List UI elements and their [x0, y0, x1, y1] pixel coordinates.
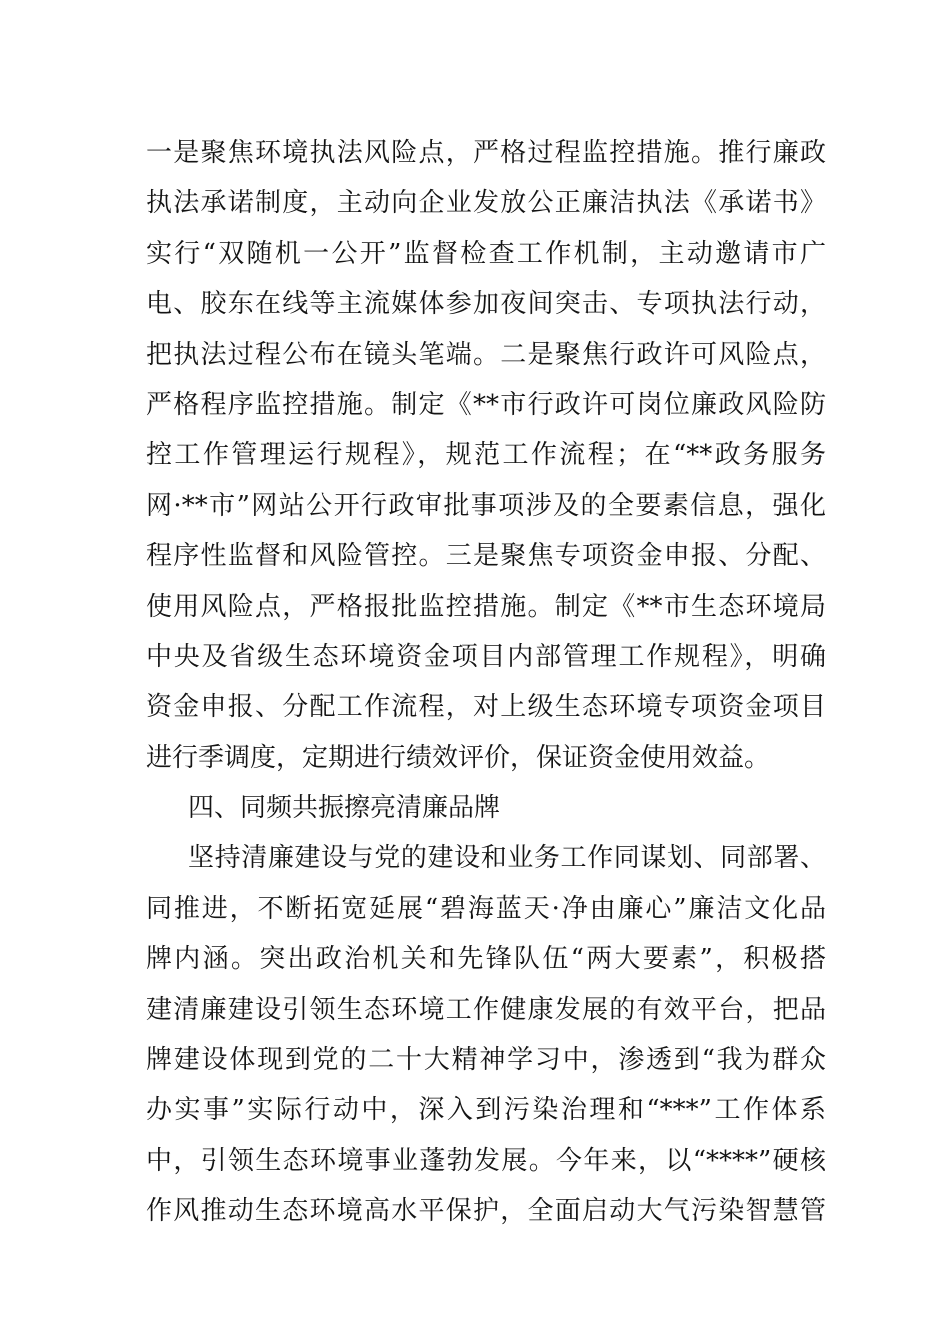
paragraph-line: 电、胶东在线等主流媒体参加夜间突击、专项执法行动，: [146, 289, 826, 320]
paragraph-line: 资金申报、分配工作流程，对上级生态环境专项资金项目: [146, 692, 826, 723]
paragraph-line: 把执法过程公布在镜头笔端。二是聚焦行政许可风险点，: [146, 339, 826, 370]
paragraph-line: 控工作管理运行规程》，规范工作流程；在“**政务服务: [146, 440, 826, 471]
document-body: [146, 128, 826, 1237]
paragraph-line: 使用风险点，严格报批监控措施。制定《**市生态环境局: [146, 591, 826, 622]
paragraph-line: 网·**市”网站公开行政审批事项涉及的全要素信息，强化: [146, 490, 826, 521]
paragraph-line: 中，引领生态环境事业蓬勃发展。今年来，以“****”硬核: [146, 1145, 826, 1176]
paragraph-line: 坚持清廉建设与党的建设和业务工作同谋划、同部署、: [188, 843, 826, 874]
paragraph-line: 同推进，不断拓宽延展“碧海蓝天·净由廉心”廉洁文化品: [146, 893, 826, 924]
paragraph-line: 中央及省级生态环境资金项目内部管理工作规程》，明确: [146, 641, 826, 672]
paragraph-line: 实行“双随机一公开”监督检查工作机制，主动邀请市广: [146, 238, 826, 269]
paragraph-line: 执法承诺制度，主动向企业发放公正廉洁执法《承诺书》: [146, 188, 826, 219]
paragraph-line: 进行季调度，定期进行绩效评价，保证资金使用效益。: [146, 742, 771, 773]
paragraph-line: 牌建设体现到党的二十大精神学习中，渗透到“我为群众: [146, 1045, 826, 1076]
paragraph-line: 办实事”实际行动中，深入到污染治理和“***”工作体系: [146, 1095, 826, 1126]
paragraph-line: 严格程序监控措施。制定《**市行政许可岗位廉政风险防: [146, 389, 826, 420]
section-heading: 四、同频共振擦亮清廉品牌: [188, 793, 501, 824]
paragraph-line: 一是聚焦环境执法风险点，严格过程监控措施。推行廉政: [146, 138, 826, 168]
paragraph-line: 作风推动生态环境高水平保护，全面启动大气污染智慧管: [146, 1196, 826, 1227]
paragraph-line: 建清廉建设引领生态环境工作健康发展的有效平台，把品: [146, 994, 826, 1025]
paragraph-line: 牌内涵。突出政治机关和先锋队伍“两大要素”，积极搭: [146, 944, 826, 975]
paragraph-line: 程序性监督和风险管控。三是聚焦专项资金申报、分配、: [146, 541, 826, 572]
